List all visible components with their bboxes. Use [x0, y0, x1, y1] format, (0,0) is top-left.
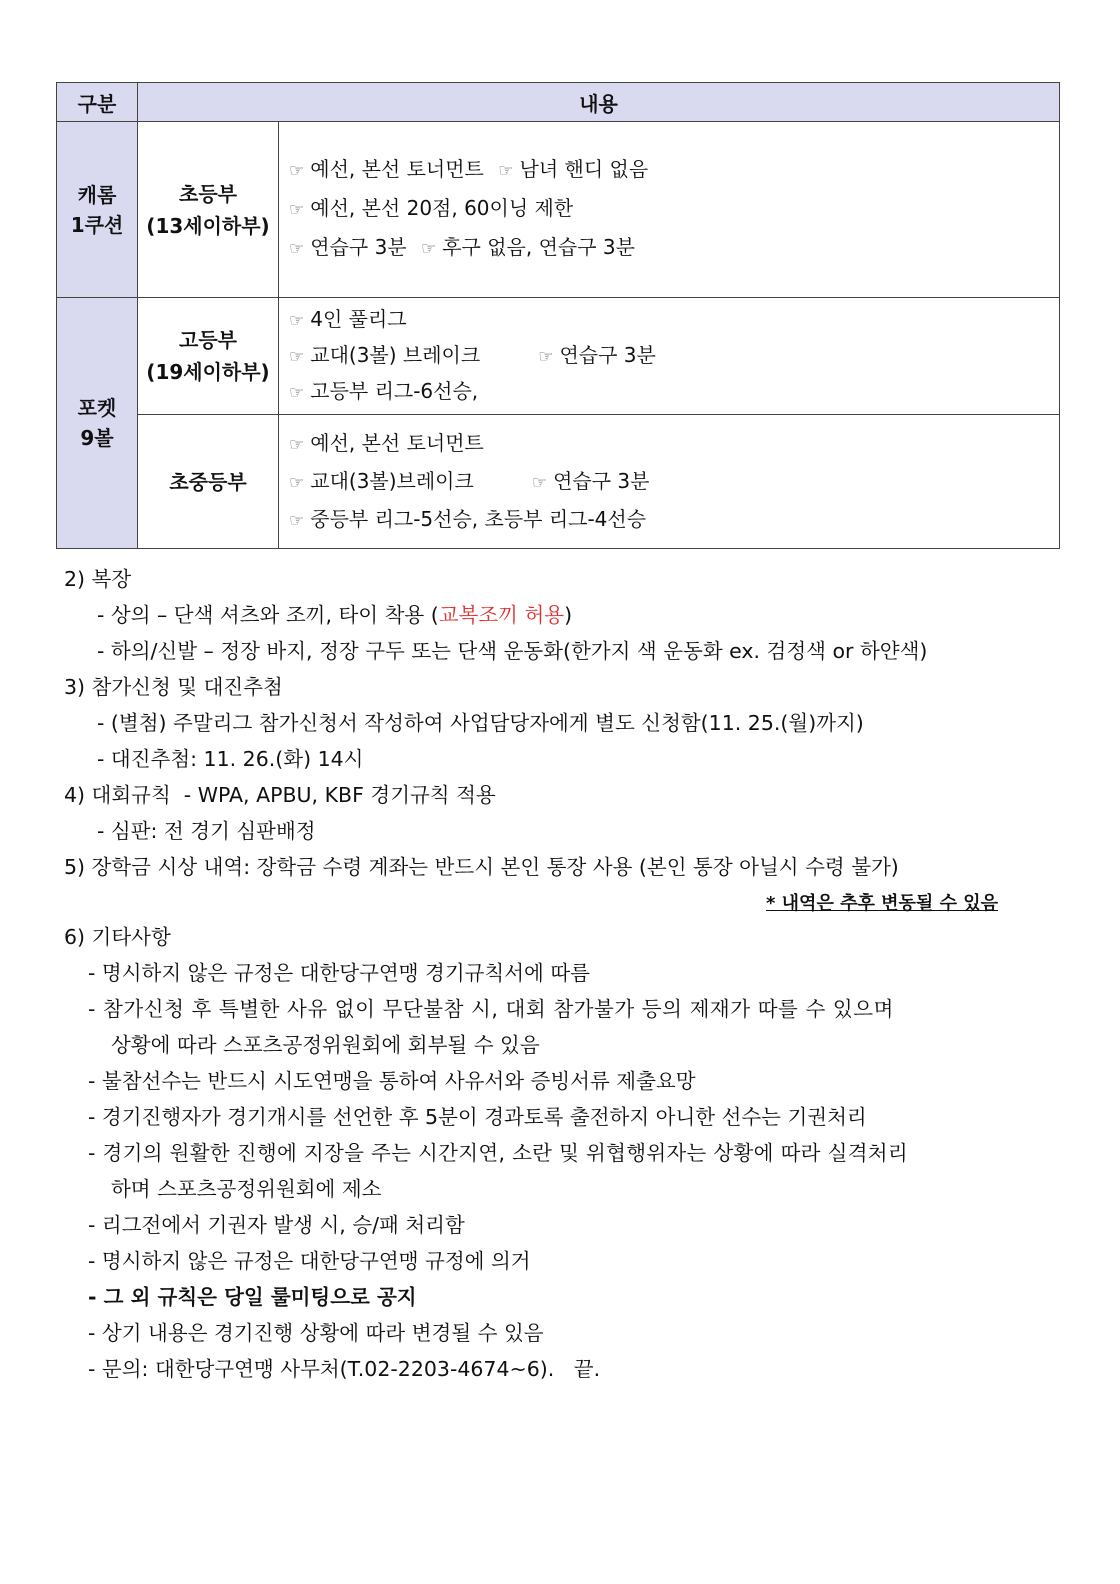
list-item: - 대진추첨: 11. 26.(화) 14시	[97, 747, 364, 771]
category-pocket-line1: 포켓	[77, 396, 117, 420]
division-elementary	[138, 122, 279, 298]
pointing-hand-icon: ☞	[289, 347, 305, 367]
pointing-hand-icon: ☞	[289, 161, 305, 181]
list-item: - 리그전에서 기권자 발생 시, 승/패 처리함	[88, 1213, 465, 1237]
list-item-bold: - 그 외 규칙은 당일 룰미팅으로 공지	[88, 1285, 417, 1309]
list-item: - 문의: 대한당구연맹 사무처(T.02-2203-4674~6). 끝.	[88, 1357, 601, 1381]
table-row-pocket-elem-mid	[57, 415, 1060, 549]
section-title: 6) 기타사항	[64, 925, 171, 949]
pocket-elem-mid-line3: 중등부 리그-5선승, 초등부 리그-4선승	[310, 506, 647, 531]
attire-top-suffix: )	[564, 603, 573, 627]
pocket-high-line3: 고등부 리그-6선승,	[310, 379, 479, 403]
list-item: - 참가신청 후 특별한 사유 없이 무단불참 시, 대회 참가불가 등의 제재가 따를 수 있으며	[88, 997, 894, 1021]
pointing-hand-icon: ☞	[531, 472, 548, 493]
header-content: 내용	[138, 83, 1060, 122]
carom-line3b: 후구 없음, 연습구 3분	[442, 235, 635, 259]
list-item	[289, 302, 1049, 338]
category-carom	[57, 122, 138, 298]
list-item: - 명시하지 않은 규정은 대한당구연맹 규정에 의거	[88, 1249, 531, 1273]
pointing-hand-icon: ☞	[289, 434, 305, 455]
list-item: - 경기의 원활한 진행에 지장을 주는 시간지연, 소란 및 위협행위자는 상황에 따라 실격처리	[88, 1141, 909, 1165]
list-item	[289, 463, 1049, 501]
pocket-high-line2b: 연습구 3분	[559, 343, 656, 367]
list-item: - 불참선수는 반드시 시도연맹을 통하여 사유서와 증빙서류 제출요망	[88, 1069, 696, 1093]
pointing-hand-icon: ☞	[289, 383, 305, 403]
pointing-hand-icon: ☞	[498, 161, 514, 181]
section-title: 4) 대회규칙 - WPA, APBU, KBF 경기규칙 적용	[64, 783, 496, 807]
division-high-line2: (19세이하부)	[146, 360, 270, 384]
list-item	[289, 151, 1049, 190]
pointing-hand-icon: ☞	[289, 472, 305, 493]
carom-line1a: 예선, 본선 토너먼트	[310, 157, 484, 181]
pocket-elem-mid-content	[279, 415, 1060, 549]
list-item: - 심판: 전 경기 심판배정	[97, 819, 316, 843]
pocket-high-line2a: 교대(3볼) 브레이크	[310, 343, 481, 367]
pointing-hand-icon: ☞	[289, 239, 305, 259]
rules-table	[56, 82, 1060, 549]
category-carom-line1: 캐롬	[77, 182, 117, 207]
list-item	[289, 425, 1049, 463]
list-item: - 상기 내용은 경기진행 상황에 따라 변경될 수 있음	[88, 1321, 544, 1345]
list-item: - 명시하지 않은 규정은 대한당구연맹 경기규칙서에 따름	[88, 961, 590, 985]
section-title: 3) 참가신청 및 대진추첨	[64, 675, 283, 699]
pocket-high-content	[279, 298, 1060, 415]
attire-top-text: - 상의 – 단색 셔츠와 조끼, 타이 착용 (	[97, 603, 439, 627]
pointing-hand-icon: ☞	[420, 239, 437, 259]
list-item: - 경기진행자가 경기개시를 선언한 후 5분이 경과토록 출전하지 아니한 선수는 기권처리	[88, 1105, 867, 1129]
division-elementary-line2: (13세이하부)	[146, 213, 270, 238]
division-high-line1: 고등부	[179, 328, 237, 352]
pocket-elem-mid-line2a: 교대(3볼)브레이크	[310, 468, 474, 493]
list-item-continuation: 상황에 따라 스포츠공정위원회에 회부될 수 있음	[111, 1033, 540, 1057]
carom-line3a: 연습구 3분	[310, 235, 407, 259]
pocket-elem-mid-line2b: 연습구 3분	[553, 468, 650, 493]
category-carom-line2: 1쿠션	[70, 212, 124, 237]
table-row-pocket-high	[57, 298, 1060, 415]
pointing-hand-icon: ☞	[289, 200, 305, 220]
pointing-hand-icon: ☞	[538, 347, 554, 367]
header-category: 구분	[57, 83, 138, 122]
table-header-row	[57, 83, 1060, 122]
category-pocket-line2: 9볼	[80, 426, 114, 450]
carom-line1b: 남녀 핸디 없음	[519, 157, 649, 181]
list-item: - 하의/신발 – 정장 바지, 정장 구두 또는 단색 운동화(한가지 색 운동화 ex. 검정색 or 하얀색)	[97, 639, 928, 663]
list-item	[289, 501, 1049, 539]
list-item	[289, 229, 1049, 268]
list-item	[289, 338, 1049, 374]
carom-line2: 예선, 본선 20점, 60이닝 제한	[310, 196, 574, 220]
pocket-elem-mid-line1: 예선, 본선 토너먼트	[310, 430, 484, 455]
list-item: - (별첨) 주말리그 참가신청서 작성하여 사업담당자에게 별도 신청함(11. 25.(월)까지)	[97, 711, 864, 735]
list-item-continuation: 하며 스포츠공정위원회에 제소	[111, 1177, 382, 1201]
division-elem-mid: 초중등부	[138, 415, 279, 549]
document-body	[64, 563, 1064, 1389]
pointing-hand-icon: ☞	[289, 311, 305, 331]
table-row-carom	[57, 122, 1060, 298]
section-title: 2) 복장	[64, 567, 132, 591]
category-pocket	[57, 298, 138, 549]
division-high	[138, 298, 279, 415]
list-item	[289, 374, 1049, 410]
section-title: 5) 장학금 시상 내역: 장학금 수령 계좌는 반드시 본인 통장 사용 (본인 통장 아닐시 수령 불가)	[64, 855, 899, 879]
pointing-hand-icon: ☞	[289, 510, 305, 531]
note-text: * 내역은 추후 변동될 수 있음	[765, 893, 998, 914]
attire-top-highlight: 교복조끼 허용	[438, 603, 565, 627]
division-elementary-line1: 초등부	[179, 181, 237, 206]
pocket-high-line1: 4인 풀리그	[310, 307, 407, 331]
carom-content	[279, 122, 1060, 298]
list-item	[64, 599, 1064, 635]
list-item	[289, 190, 1049, 229]
